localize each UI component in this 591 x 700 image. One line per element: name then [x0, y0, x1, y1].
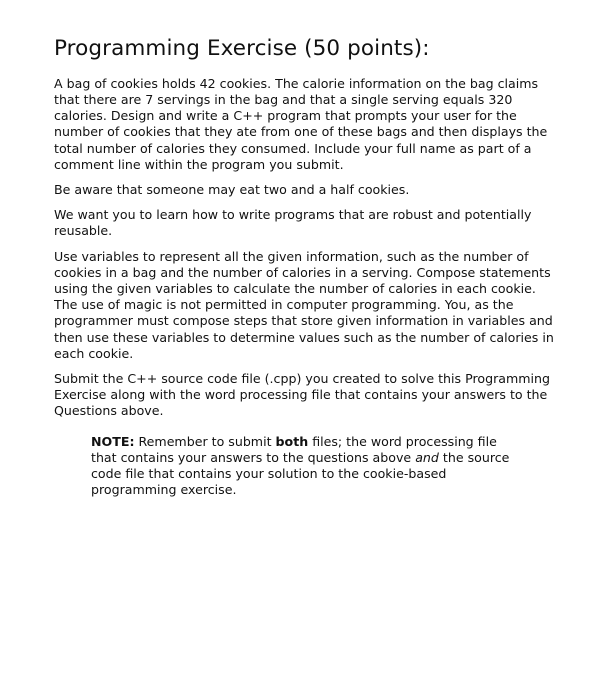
note-text-1: Remember to submit: [134, 433, 276, 449]
note-italic-word: and: [415, 449, 439, 465]
note-text-2: files; the word processing file that contains your answers to the questions above: [91, 433, 497, 465]
paragraph-half-cookie-warning: Be aware that someone may eat two and a half cookies.: [54, 182, 410, 198]
note-text-3: the source code file that contains your solution to the cookie-based programming exercise.: [91, 449, 510, 498]
note-bold-word: both: [275, 433, 309, 449]
note-label: NOTE:: [91, 433, 135, 449]
paragraph-use-variables: Use variables to represent all the given information, such as the number of cookies in a bag and the number of calories in a serving. Compose statements using the given variables to calculate the number of calories in each cookie. The use of magic is not permitted in computer programming. You, as the programmer must compose steps that store given information in variables and then use these variables to determine values such as the number of calories in each cookie.: [54, 248, 554, 361]
paragraph-submission: Submit the C++ source code file (.cpp) you created to solve this Programming Exercise along with the word processing file that contains your answers to the Questions above.: [54, 371, 550, 419]
document-page: [54, 36, 554, 498]
page-title: Programming Exercise (50 points):: [54, 36, 430, 61]
paragraph-robust-programs: We want you to learn how to write programs that are robust and potentially reusable.: [54, 207, 532, 239]
note-block: [91, 434, 521, 499]
paragraph-exercise-description: A bag of cookies holds 42 cookies. The calorie information on the bag claims that there are 7 servings in the bag and that a single serving equals 320 calories. Design and write a C++ program that prompts your user for the number of cookies that they ate from one of these bags and then displays the total number of calories they consumed. Include your full name as part of a comment line within the program you submit.: [54, 75, 548, 172]
